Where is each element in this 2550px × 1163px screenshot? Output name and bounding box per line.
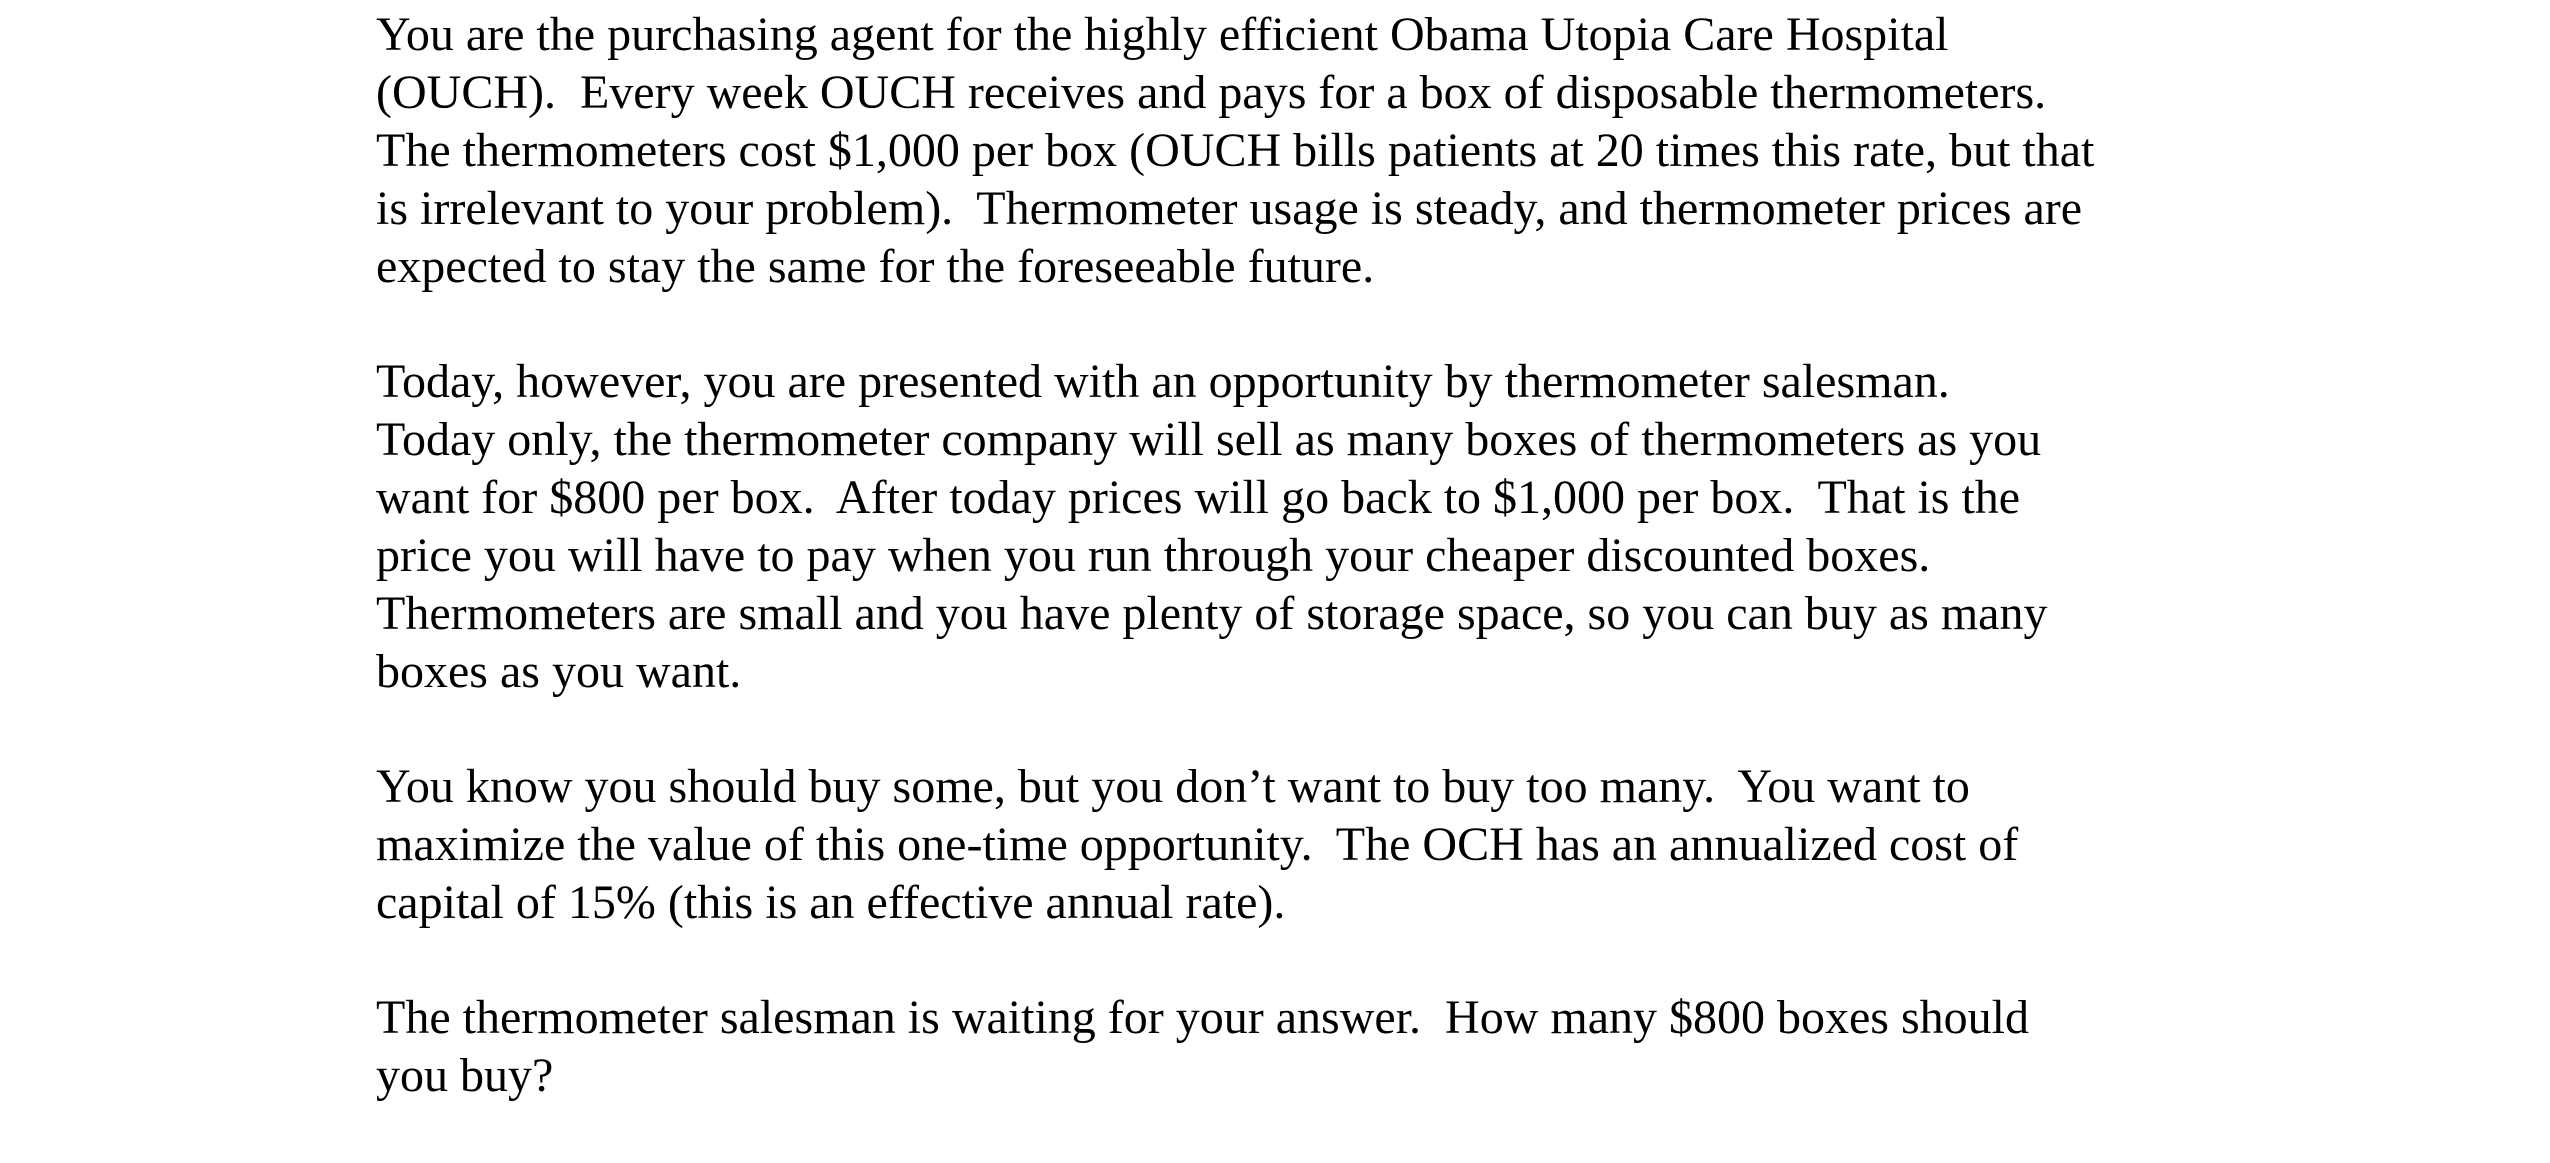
paragraph-spacer — [376, 701, 2196, 758]
text-line: price you will have to pay when you run through your cheaper discounted boxes. — [376, 529, 1931, 582]
text-line: capital of 15% (this is an effective annual rate). — [376, 876, 1286, 929]
text-line: expected to stay the same for the foreseeable future. — [376, 240, 1375, 293]
text-line: boxes as you want. — [376, 645, 742, 698]
text-line: you buy? — [376, 1049, 554, 1102]
text-line: (OUCH). Every week OUCH receives and pays for a box of disposable thermometers. — [376, 66, 2047, 119]
text-line: want for $800 per box. After today prices will go back to $1,000 per box. That is the — [376, 471, 2021, 524]
text-line: You know you should buy some, but you don’t want to buy too many. You want to — [376, 760, 1970, 813]
text-line: You are the purchasing agent for the highly efficient Obama Utopia Care Hospital — [376, 8, 1949, 61]
text-line: is irrelevant to your problem). Thermometer usage is steady, and thermometer prices are — [376, 182, 2083, 235]
paragraph-spacer — [376, 932, 2196, 989]
paragraph-opportunity — [376, 353, 2196, 701]
paragraph-spacer — [376, 296, 2196, 353]
text-line: maximize the value of this one-time opportunity. The OCH has an annualized cost of — [376, 818, 2019, 871]
paragraph-question — [376, 989, 2196, 1105]
text-line: The thermometers cost $1,000 per box (OUCH bills patients at 20 times this rate, but that — [376, 124, 2095, 177]
document-text — [376, 6, 2196, 1105]
paragraph-intro — [376, 6, 2196, 296]
text-line: The thermometer salesman is waiting for your answer. How many $800 boxes should — [376, 991, 2029, 1044]
text-line: Thermometers are small and you have plenty of storage space, so you can buy as many — [376, 587, 2048, 640]
text-line: Today, however, you are presented with an opportunity by thermometer salesman. — [376, 355, 1950, 408]
paragraph-cost-of-capital — [376, 758, 2196, 932]
text-line: Today only, the thermometer company will sell as many boxes of thermometers as you — [376, 413, 2042, 466]
